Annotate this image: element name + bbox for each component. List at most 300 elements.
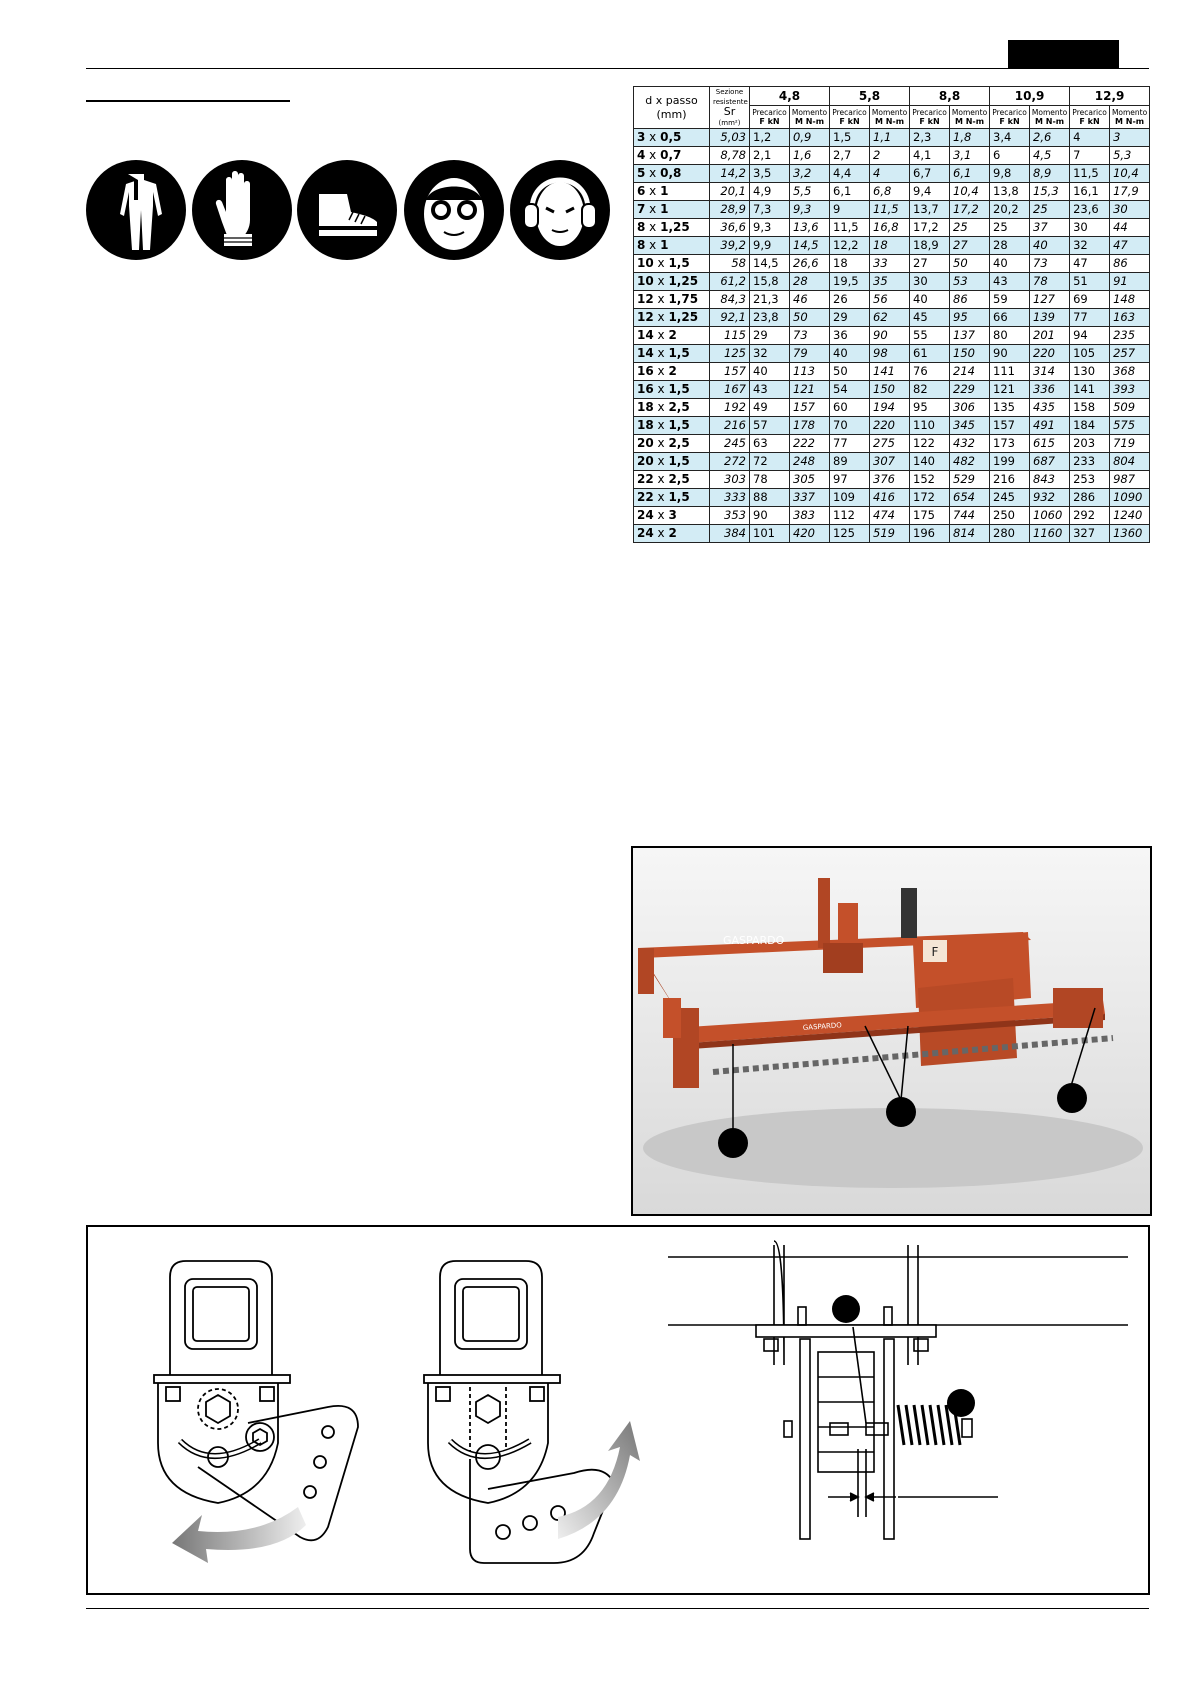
torque-cell: 306 — [950, 399, 990, 417]
section-cell: 303 — [710, 471, 750, 489]
preload-subheader: Precarico F kN — [1070, 106, 1110, 129]
thread-size-cell: 10 x 1,25 — [634, 273, 710, 291]
torque-cell: 27 — [950, 237, 990, 255]
preload-cell: 292 — [1070, 507, 1110, 525]
bracket-view-left — [154, 1261, 358, 1540]
preload-cell: 152 — [910, 471, 950, 489]
preload-cell: 54 — [830, 381, 870, 399]
thread-size-cell: 4 x 0,7 — [634, 147, 710, 165]
thread-size-cell: 24 x 2 — [634, 525, 710, 543]
section-cell: 5,03 — [710, 129, 750, 147]
table-row — [634, 129, 1150, 147]
torque-cell: 314 — [1030, 363, 1070, 381]
section-cell: 384 — [710, 525, 750, 543]
preload-cell: 27 — [910, 255, 950, 273]
preload-cell: 50 — [830, 363, 870, 381]
table-row — [634, 327, 1150, 345]
protective-suit-icon — [86, 160, 186, 260]
torque-cell: 18 — [870, 237, 910, 255]
preload-cell: 9,9 — [750, 237, 790, 255]
torque-cell: 1,6 — [790, 147, 830, 165]
torque-cell: 194 — [870, 399, 910, 417]
section-cell: 245 — [710, 435, 750, 453]
torque-cell: 37 — [1030, 219, 1070, 237]
thread-size-cell: 6 x 1 — [634, 183, 710, 201]
preload-cell: 111 — [990, 363, 1030, 381]
torque-cell: 150 — [870, 381, 910, 399]
preload-cell: 80 — [990, 327, 1030, 345]
table-row — [634, 165, 1150, 183]
preload-cell: 109 — [830, 489, 870, 507]
header-rule — [86, 68, 1149, 69]
preload-cell: 3,4 — [990, 129, 1030, 147]
torque-cell: 33 — [870, 255, 910, 273]
thread-size-cell: 3 x 0,5 — [634, 129, 710, 147]
torque-cell: 121 — [790, 381, 830, 399]
preload-cell: 70 — [830, 417, 870, 435]
preload-cell: 88 — [750, 489, 790, 507]
thread-size-cell: 8 x 1 — [634, 237, 710, 255]
preload-cell: 253 — [1070, 471, 1110, 489]
torque-cell: 519 — [870, 525, 910, 543]
torque-cell: 987 — [1110, 471, 1150, 489]
torque-cell: 744 — [950, 507, 990, 525]
torque-cell: 482 — [950, 453, 990, 471]
preload-cell: 23,6 — [1070, 201, 1110, 219]
table-row — [634, 291, 1150, 309]
preload-cell: 40 — [750, 363, 790, 381]
torque-cell: 90 — [870, 327, 910, 345]
grade-header: 12,9 — [1070, 87, 1150, 106]
preload-cell: 77 — [1070, 309, 1110, 327]
table-row — [634, 453, 1150, 471]
torque-cell: 654 — [950, 489, 990, 507]
section-cell: 8,78 — [710, 147, 750, 165]
preload-cell: 28 — [990, 237, 1030, 255]
preload-cell: 89 — [830, 453, 870, 471]
torque-cell: 62 — [870, 309, 910, 327]
torque-cell: 1360 — [1110, 525, 1150, 543]
torque-cell: 2,6 — [1030, 129, 1070, 147]
preload-cell: 95 — [910, 399, 950, 417]
section-cell: 125 — [710, 345, 750, 363]
torque-cell: 420 — [790, 525, 830, 543]
torque-cell: 17,2 — [950, 201, 990, 219]
preload-cell: 36 — [830, 327, 870, 345]
torque-cell: 46 — [790, 291, 830, 309]
preload-cell: 157 — [990, 417, 1030, 435]
preload-cell: 30 — [1070, 219, 1110, 237]
torque-cell: 248 — [790, 453, 830, 471]
preload-cell: 125 — [830, 525, 870, 543]
decal-letter: F — [931, 945, 939, 959]
torque-cell: 91 — [1110, 273, 1150, 291]
preload-cell: 61 — [910, 345, 950, 363]
callout-marker — [1057, 1083, 1087, 1113]
torque-cell: 73 — [1030, 255, 1070, 273]
preload-cell: 82 — [910, 381, 950, 399]
torque-cell: 79 — [790, 345, 830, 363]
torque-cell: 393 — [1110, 381, 1150, 399]
preload-cell: 59 — [990, 291, 1030, 309]
preload-cell: 25 — [990, 219, 1030, 237]
torque-cell: 6,1 — [950, 165, 990, 183]
callout-marker — [832, 1295, 860, 1323]
preload-cell: 203 — [1070, 435, 1110, 453]
preload-subheader: Precarico F kN — [830, 106, 870, 129]
preload-cell: 40 — [990, 255, 1030, 273]
table-row — [634, 363, 1150, 381]
preload-cell: 40 — [830, 345, 870, 363]
preload-cell: 40 — [910, 291, 950, 309]
section-cell: 84,3 — [710, 291, 750, 309]
table-row — [634, 525, 1150, 543]
torque-cell: 368 — [1110, 363, 1150, 381]
torque-cell: 95 — [950, 309, 990, 327]
thread-size-cell: 14 x 1,5 — [634, 345, 710, 363]
preload-cell: 4,4 — [830, 165, 870, 183]
torque-subheader: Momento M N-m — [1030, 106, 1070, 129]
preload-subheader: Precarico F kN — [990, 106, 1030, 129]
preload-cell: 57 — [750, 417, 790, 435]
torque-cell: 1,1 — [870, 129, 910, 147]
torque-cell: 3,2 — [790, 165, 830, 183]
preload-cell: 196 — [910, 525, 950, 543]
torque-cell: 150 — [950, 345, 990, 363]
torque-cell: 491 — [1030, 417, 1070, 435]
table-row — [634, 345, 1150, 363]
torque-cell: 5,3 — [1110, 147, 1150, 165]
torque-cell: 78 — [1030, 273, 1070, 291]
preload-cell: 77 — [830, 435, 870, 453]
torque-cell: 1160 — [1030, 525, 1070, 543]
preload-cell: 18,9 — [910, 237, 950, 255]
preload-cell: 90 — [990, 345, 1030, 363]
torque-cell: 10,4 — [1110, 165, 1150, 183]
preload-cell: 76 — [910, 363, 950, 381]
preload-cell: 9 — [830, 201, 870, 219]
torque-cell: 9,3 — [790, 201, 830, 219]
torque-cell: 383 — [790, 507, 830, 525]
preload-cell: 327 — [1070, 525, 1110, 543]
torque-cell: 474 — [870, 507, 910, 525]
thread-size-cell: 18 x 1,5 — [634, 417, 710, 435]
section-cell: 14,2 — [710, 165, 750, 183]
thread-size-cell: 7 x 1 — [634, 201, 710, 219]
preload-cell: 94 — [1070, 327, 1110, 345]
table-row — [634, 381, 1150, 399]
torque-cell: 843 — [1030, 471, 1070, 489]
torque-cell: 178 — [790, 417, 830, 435]
torque-cell: 257 — [1110, 345, 1150, 363]
preload-cell: 30 — [910, 273, 950, 291]
section-cell: 61,2 — [710, 273, 750, 291]
preload-cell: 280 — [990, 525, 1030, 543]
torque-cell: 814 — [950, 525, 990, 543]
thread-size-cell: 16 x 1,5 — [634, 381, 710, 399]
section-cell: 20,1 — [710, 183, 750, 201]
section-cell: 216 — [710, 417, 750, 435]
torque-cell: 416 — [870, 489, 910, 507]
torque-cell: 35 — [870, 273, 910, 291]
torque-cell: 575 — [1110, 417, 1150, 435]
preload-cell: 6,7 — [910, 165, 950, 183]
torque-cell: 1240 — [1110, 507, 1150, 525]
machine-photo — [631, 846, 1152, 1216]
preload-cell: 130 — [1070, 363, 1110, 381]
table-row — [634, 435, 1150, 453]
torque-subheader: Momento M N-m — [1110, 106, 1150, 129]
preload-cell: 199 — [990, 453, 1030, 471]
torque-cell: 44 — [1110, 219, 1150, 237]
torque-cell: 529 — [950, 471, 990, 489]
preload-cell: 184 — [1070, 417, 1110, 435]
callout-marker — [886, 1097, 916, 1127]
torque-cell: 307 — [870, 453, 910, 471]
preload-cell: 2,1 — [750, 147, 790, 165]
torque-cell: 113 — [790, 363, 830, 381]
torque-cell: 719 — [1110, 435, 1150, 453]
section-cell: 272 — [710, 453, 750, 471]
torque-cell: 0,9 — [790, 129, 830, 147]
torque-cell: 30 — [1110, 201, 1150, 219]
torque-cell: 47 — [1110, 237, 1150, 255]
torque-cell: 73 — [790, 327, 830, 345]
sr-header: Sezione resistente Sr (mm²) — [710, 87, 750, 129]
preload-cell: 17,2 — [910, 219, 950, 237]
preload-cell: 47 — [1070, 255, 1110, 273]
section-cell: 92,1 — [710, 309, 750, 327]
torque-cell: 50 — [950, 255, 990, 273]
torque-subheader: Momento M N-m — [790, 106, 830, 129]
table-row — [634, 219, 1150, 237]
torque-cell: 1060 — [1030, 507, 1070, 525]
torque-cell: 5,5 — [790, 183, 830, 201]
torque-cell: 804 — [1110, 453, 1150, 471]
torque-cell: 6,8 — [870, 183, 910, 201]
torque-cell: 4,5 — [1030, 147, 1070, 165]
torque-cell: 235 — [1110, 327, 1150, 345]
preload-cell: 78 — [750, 471, 790, 489]
spring-adjust-view — [668, 1241, 1128, 1539]
torque-cell: 3,1 — [950, 147, 990, 165]
torque-cell: 86 — [1110, 255, 1150, 273]
preload-subheader: Precarico F kN — [910, 106, 950, 129]
torque-cell: 14,5 — [790, 237, 830, 255]
thread-size-cell: 12 x 1,75 — [634, 291, 710, 309]
torque-cell: 141 — [870, 363, 910, 381]
preload-cell: 72 — [750, 453, 790, 471]
torque-cell: 25 — [950, 219, 990, 237]
torque-cell: 13,6 — [790, 219, 830, 237]
preload-cell: 13,7 — [910, 201, 950, 219]
gloves-icon — [192, 160, 292, 260]
preload-cell: 21,3 — [750, 291, 790, 309]
torque-cell: 336 — [1030, 381, 1070, 399]
page-tab-marker — [1008, 40, 1119, 68]
preload-cell: 97 — [830, 471, 870, 489]
safety-goggles-icon — [404, 160, 504, 260]
torque-cell: 220 — [870, 417, 910, 435]
preload-cell: 141 — [1070, 381, 1110, 399]
torque-cell: 56 — [870, 291, 910, 309]
table-row — [634, 399, 1150, 417]
preload-cell: 140 — [910, 453, 950, 471]
preload-cell: 3,5 — [750, 165, 790, 183]
thread-size-cell: 18 x 2,5 — [634, 399, 710, 417]
torque-cell: 148 — [1110, 291, 1150, 309]
preload-cell: 4 — [1070, 129, 1110, 147]
preload-cell: 9,3 — [750, 219, 790, 237]
torque-cell: 50 — [790, 309, 830, 327]
thread-size-cell: 20 x 1,5 — [634, 453, 710, 471]
preload-cell: 32 — [750, 345, 790, 363]
preload-cell: 55 — [910, 327, 950, 345]
preload-subheader: Precarico F kN — [750, 106, 790, 129]
preload-cell: 18 — [830, 255, 870, 273]
preload-cell: 90 — [750, 507, 790, 525]
preload-cell: 2,3 — [910, 129, 950, 147]
torque-cell: 337 — [790, 489, 830, 507]
preload-cell: 4,1 — [910, 147, 950, 165]
callout-marker — [718, 1128, 748, 1158]
preload-cell: 286 — [1070, 489, 1110, 507]
preload-cell: 172 — [910, 489, 950, 507]
torque-cell: 127 — [1030, 291, 1070, 309]
section-heading-underline — [86, 100, 290, 102]
preload-cell: 16,1 — [1070, 183, 1110, 201]
preload-cell: 2,7 — [830, 147, 870, 165]
safety-shoe-icon — [297, 160, 397, 260]
preload-cell: 135 — [990, 399, 1030, 417]
torque-cell: 932 — [1030, 489, 1070, 507]
torque-cell: 163 — [1110, 309, 1150, 327]
table-row — [634, 417, 1150, 435]
torque-cell: 10,4 — [950, 183, 990, 201]
preload-cell: 101 — [750, 525, 790, 543]
preload-cell: 60 — [830, 399, 870, 417]
torque-cell: 1,8 — [950, 129, 990, 147]
torque-cell: 4 — [870, 165, 910, 183]
torque-cell: 16,8 — [870, 219, 910, 237]
torque-cell: 98 — [870, 345, 910, 363]
torque-cell: 220 — [1030, 345, 1070, 363]
section-cell: 115 — [710, 327, 750, 345]
torque-cell: 229 — [950, 381, 990, 399]
table-row — [634, 201, 1150, 219]
footer-rule — [86, 1608, 1149, 1609]
grade-header: 10,9 — [990, 87, 1070, 106]
preload-cell: 43 — [990, 273, 1030, 291]
preload-cell: 173 — [990, 435, 1030, 453]
torque-cell: 615 — [1030, 435, 1070, 453]
thread-size-cell: 24 x 3 — [634, 507, 710, 525]
torque-cell: 53 — [950, 273, 990, 291]
preload-cell: 105 — [1070, 345, 1110, 363]
torque-cell: 275 — [870, 435, 910, 453]
preload-cell: 175 — [910, 507, 950, 525]
ear-protection-icon — [510, 160, 610, 260]
torque-cell: 25 — [1030, 201, 1070, 219]
torque-cell: 2 — [870, 147, 910, 165]
torque-subheader: Momento M N-m — [870, 106, 910, 129]
thread-size-cell: 8 x 1,25 — [634, 219, 710, 237]
preload-cell: 9,4 — [910, 183, 950, 201]
torque-cell: 3 — [1110, 129, 1150, 147]
preload-cell: 45 — [910, 309, 950, 327]
torque-cell: 139 — [1030, 309, 1070, 327]
torque-cell: 214 — [950, 363, 990, 381]
torque-cell: 222 — [790, 435, 830, 453]
torque-cell: 137 — [950, 327, 990, 345]
torque-cell: 305 — [790, 471, 830, 489]
preload-cell: 66 — [990, 309, 1030, 327]
rotate-arrow-icon — [172, 1507, 306, 1563]
preload-cell: 43 — [750, 381, 790, 399]
table-row — [634, 183, 1150, 201]
preload-cell: 6,1 — [830, 183, 870, 201]
preload-cell: 250 — [990, 507, 1030, 525]
table-row — [634, 471, 1150, 489]
preload-cell: 6 — [990, 147, 1030, 165]
thread-size-cell: 10 x 1,5 — [634, 255, 710, 273]
preload-cell: 49 — [750, 399, 790, 417]
table-row — [634, 507, 1150, 525]
section-cell: 353 — [710, 507, 750, 525]
torque-cell: 345 — [950, 417, 990, 435]
preload-cell: 69 — [1070, 291, 1110, 309]
preload-cell: 63 — [750, 435, 790, 453]
preload-cell: 13,8 — [990, 183, 1030, 201]
preload-cell: 15,8 — [750, 273, 790, 291]
grade-header: 8,8 — [910, 87, 990, 106]
thread-size-cell: 20 x 2,5 — [634, 435, 710, 453]
torque-subheader: Momento M N-m — [950, 106, 990, 129]
preload-cell: 11,5 — [830, 219, 870, 237]
section-cell: 157 — [710, 363, 750, 381]
preload-cell: 29 — [830, 309, 870, 327]
torque-cell: 17,9 — [1110, 183, 1150, 201]
table-row — [634, 255, 1150, 273]
torque-cell: 201 — [1030, 327, 1070, 345]
section-cell: 333 — [710, 489, 750, 507]
table-row — [634, 147, 1150, 165]
grade-header: 5,8 — [830, 87, 910, 106]
preload-cell: 7 — [1070, 147, 1110, 165]
adjustment-diagram — [86, 1225, 1150, 1595]
preload-cell: 122 — [910, 435, 950, 453]
torque-cell: 40 — [1030, 237, 1070, 255]
section-cell: 39,2 — [710, 237, 750, 255]
torque-cell: 11,5 — [870, 201, 910, 219]
torque-cell: 28 — [790, 273, 830, 291]
preload-cell: 23,8 — [750, 309, 790, 327]
preload-cell: 4,9 — [750, 183, 790, 201]
thread-size-cell: 22 x 1,5 — [634, 489, 710, 507]
grade-header: 4,8 — [750, 87, 830, 106]
preload-cell: 1,5 — [830, 129, 870, 147]
torque-cell: 432 — [950, 435, 990, 453]
torque-cell: 509 — [1110, 399, 1150, 417]
preload-cell: 19,5 — [830, 273, 870, 291]
dx-header: d x passo (mm) — [634, 87, 710, 129]
torque-cell: 1090 — [1110, 489, 1150, 507]
preload-cell: 1,2 — [750, 129, 790, 147]
preload-cell: 14,5 — [750, 255, 790, 273]
torque-cell: 376 — [870, 471, 910, 489]
preload-cell: 245 — [990, 489, 1030, 507]
section-cell: 28,9 — [710, 201, 750, 219]
